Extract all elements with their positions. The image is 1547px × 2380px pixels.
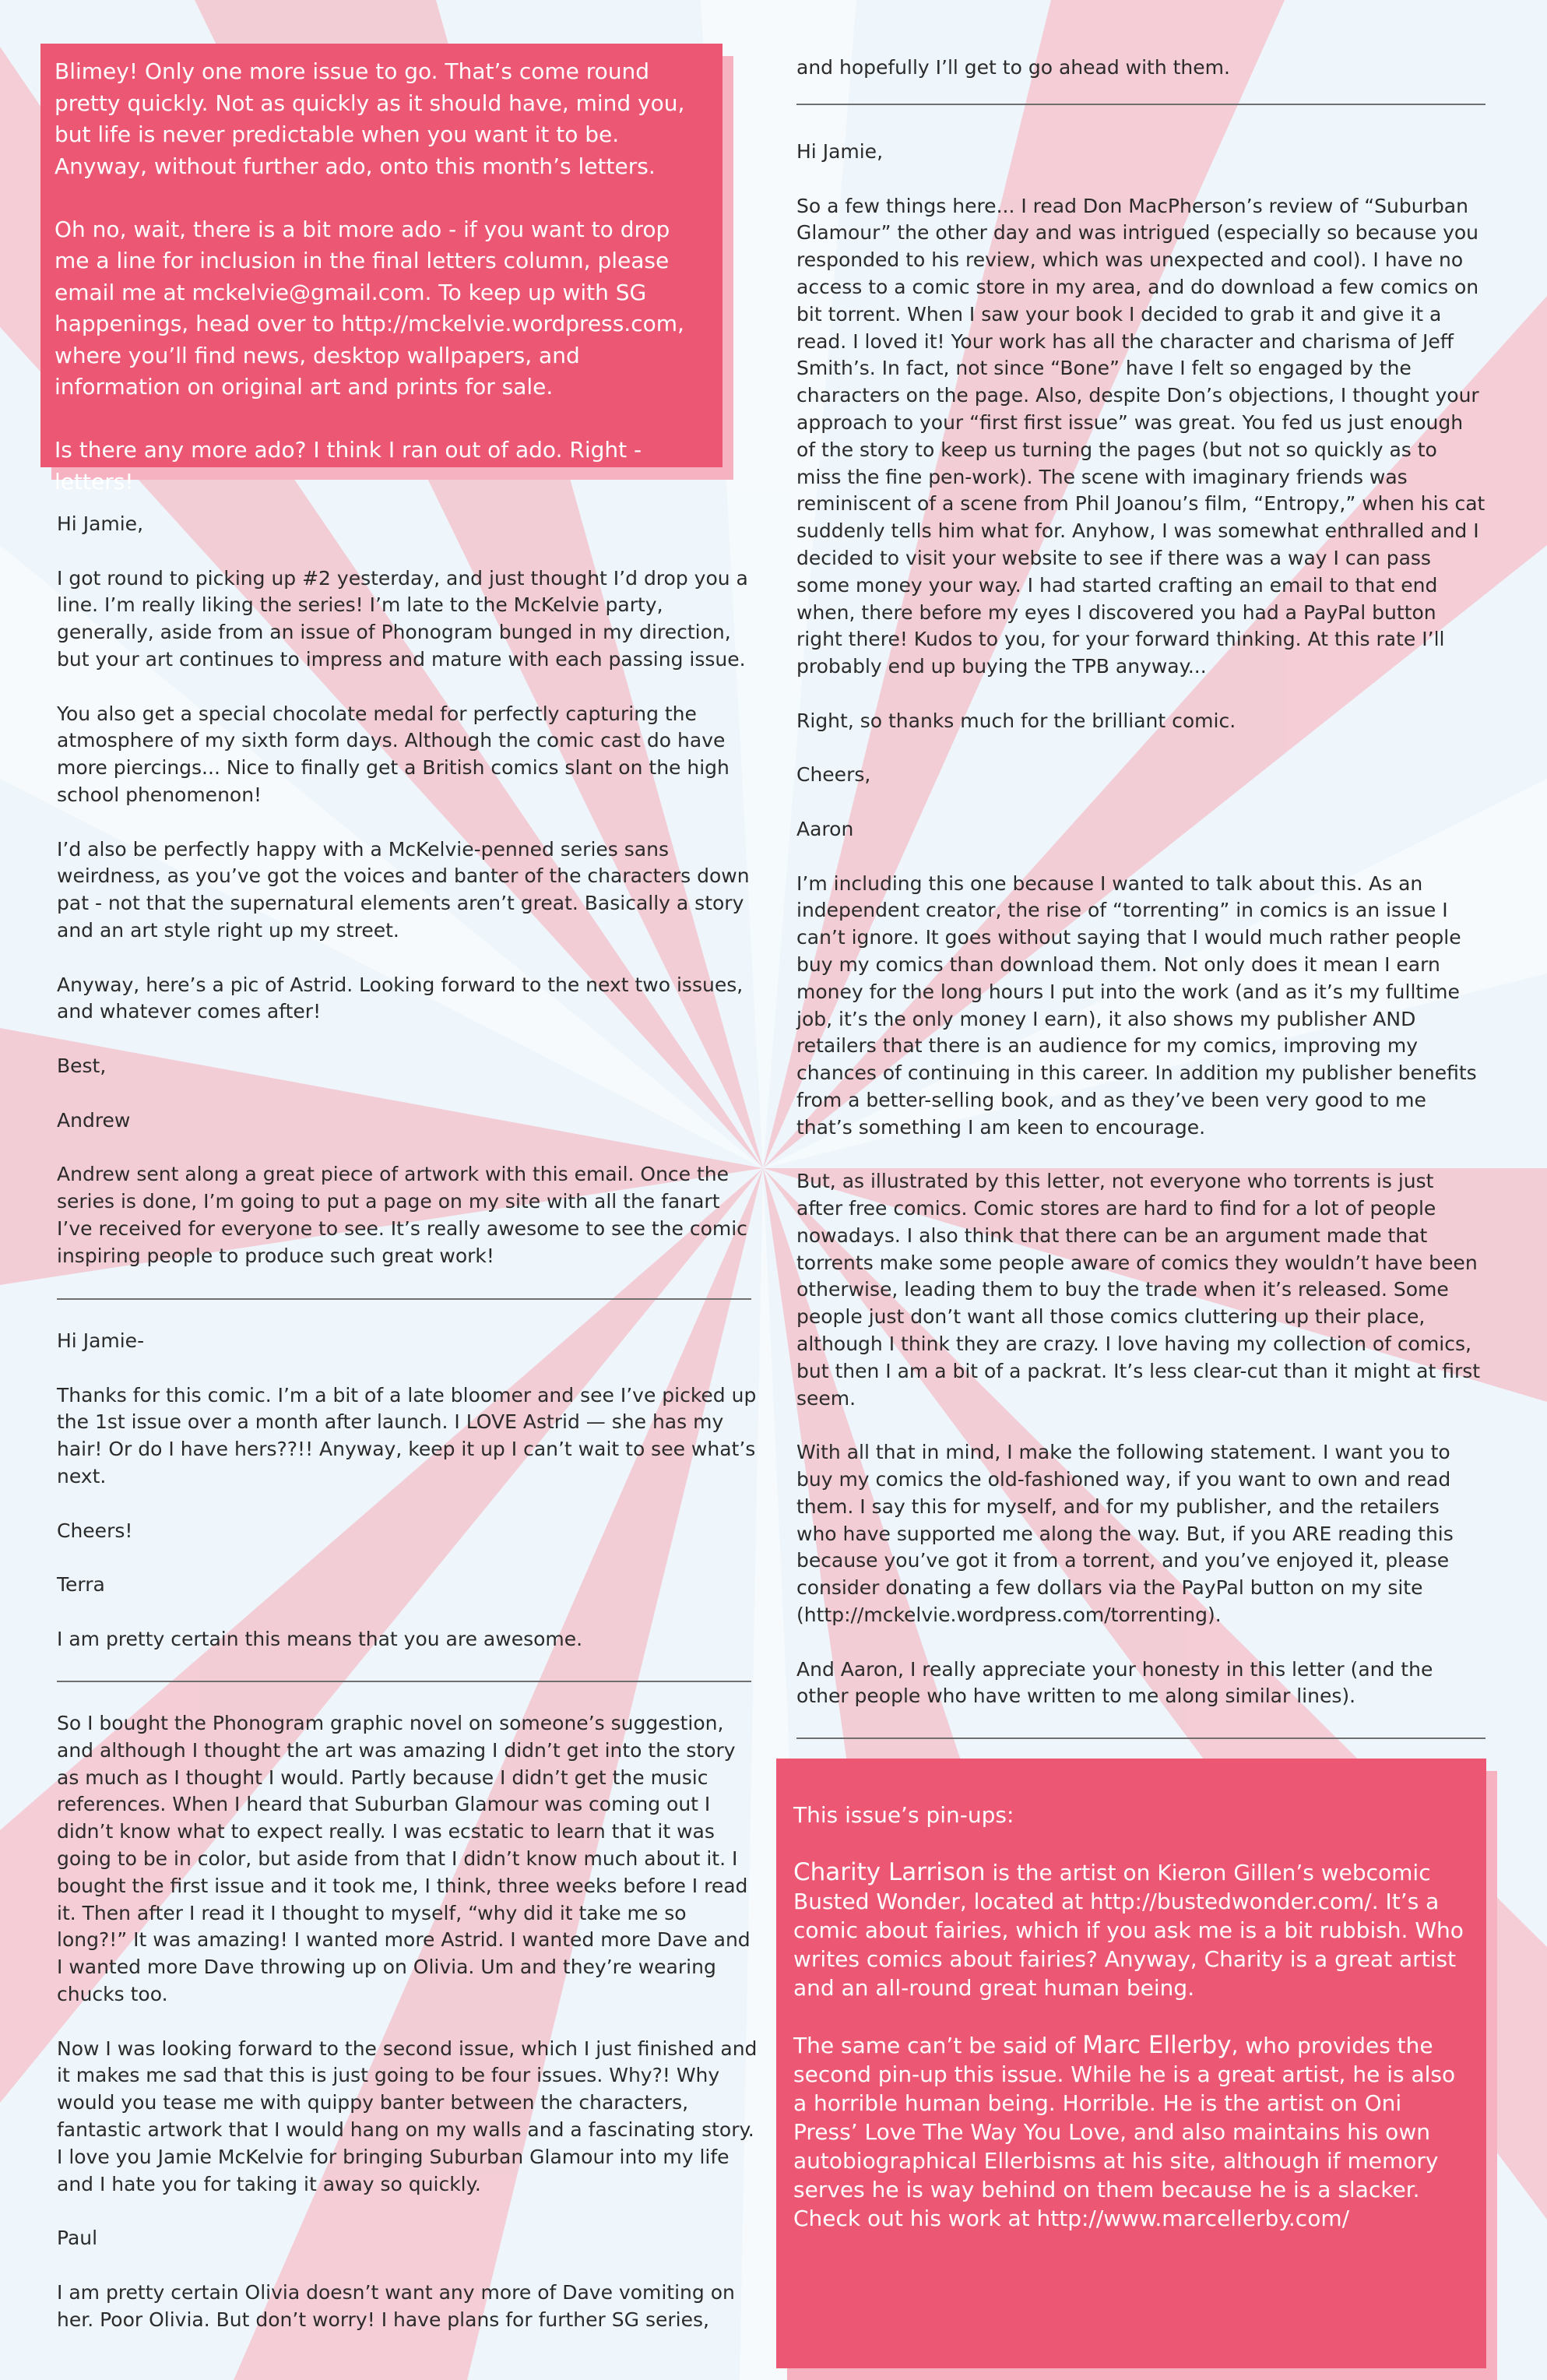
letter-paragraph: I got round to picking up #2 yesterday, and just thought I’d drop you a line. I’m really liking the series! I’m late to the McKelvie party, generally, aside from an issue of Phonogram bunged in my direction, but your art continues to impress and mature with each passing issue. [57, 566, 748, 671]
letter-signoff: Cheers! [57, 1519, 133, 1542]
letter-aaron [796, 139, 1485, 1710]
pinup-text: , who provides the second pin-up this issue. While he is a great artist, he is also a horrible human being. Horrible. He is the artist on Oni Press’ Love The Way You Love, and also maintains his own autobiographical Ellerbisms at his site, although if memory serves he is way behind on them because he is a slacker. Check out his work at http://www.marcellerby.com/ [793, 2033, 1456, 2231]
editor-reply: With all that in mind, I make the following statement. I want you to buy my comics the old-fashioned way, if you want to own and read them. I say this for myself, and for my publisher, and the retailers who have supported me along the way. But, if you ARE reading this because you’ve got it from a torrent, and you’ve enjoyed it, please consider donating a few dollars via the PayPal button on my site (http://mckelvie.wordpress.com/torrenting). [796, 1441, 1454, 1627]
intro-box [40, 44, 723, 495]
pinup-text: is the artist on Kieron Gillen’s webcomic Busted Wonder, located at http://bustedwonder.com/. It’s a comic about fairies, which if you ask me is a bit rubbish. Who writes comics about fairies? Anyway, Charity is a great artist and an all-round great human being. [793, 1860, 1464, 2001]
editor-reply: But, as illustrated by this letter, not everyone who torrents is just after free comics. Comic stores are hard to find for a lot of people nowadays. I also think that there can be an argument made that torrents make some people aware of comics they wouldn’t have been otherwise, leading them to buy the trade when it’s released. Some people just don’t want all those comics cluttering up their place, although I think they are crazy. I love having my collection of comics, but then I am a bit of a packrat. It’s less clear-cut than it might at first seem. [796, 1170, 1481, 1410]
editor-reply: I am pretty certain Olivia doesn’t want any more of Dave vomiting on her. Poor Olivia. But don’t worry! I have plans for further SG series, [57, 2280, 735, 2331]
letter-signature: Andrew [57, 1108, 131, 1132]
divider [796, 1737, 1485, 1739]
artist-name: Charity Larrison [793, 1858, 986, 1886]
letter-greeting: Hi Jamie, [57, 512, 144, 535]
letter-paragraph: So I bought the Phonogram graphic novel on someone’s suggestion, and although I thought the art was amazing I didn’t get into the story as much as I thought I would. Partly because I didn’t get the music references. When I heard that Suburban Glamour was coming out I didn’t know what to expect really. I was ecstatic to learn that it was going to be in color, but aside from that I didn’t know much about it. I bought the first issue and it took me, I think, three weeks before I read it. Then after I read it I thought to myself, “why did it take me so long?!” It was amazing! I wanted more Astrid. I wanted more Dave and I wanted more Dave throwing up on Olivia. Um and they’re wearing chucks too. [57, 1712, 751, 2005]
letter-greeting: Hi Jamie- [57, 1329, 145, 1352]
pinups-box [776, 1759, 1486, 2368]
intro-paragraph: Oh no, wait, there is a bit more ado - if you want to drop me a line for inclusion in the final letters column, please email me at mckelvie@gmail.com. To keep up with SG happenings, head over to http://mckelvie.wordpress.com, where you’ll find news, desktop wallpapers, and information on original art and prints for sale. [54, 216, 684, 400]
letter-signoff: Best, [57, 1054, 107, 1077]
pinup-text: The same can’t be said of [793, 2033, 1083, 2058]
letter-andrew [57, 511, 758, 1269]
editor-reply-continued [796, 55, 1485, 82]
divider [57, 1681, 751, 1682]
pinup-paragraph [793, 2031, 1469, 2233]
letter-terra [57, 1328, 758, 1653]
intro-paragraph: Is there any more ado? I think I ran out of ado. Right - letters! [54, 437, 642, 495]
letter-paragraph: Thanks for this comic. I’m a bit of a late bloomer and see I’ve picked up the 1st issue over a month after launch. I LOVE Astrid — she has my hair! Or do I have hers??!! Anyway, keep it up I can’t wait to see what’s next. [57, 1383, 757, 1488]
editor-reply: And Aaron, I really appreciate your honesty in this letter (and the other people who have written to me along similar lines). [796, 1657, 1433, 1708]
divider [57, 1298, 751, 1300]
pinup-paragraph [793, 1858, 1469, 2002]
letter-paragraph: Right, so thanks much for the brilliant comic. [796, 709, 1236, 732]
letter-signature: Paul [57, 2227, 98, 2250]
letter-greeting: Hi Jamie, [796, 140, 884, 163]
editor-reply: and hopefully I’ll get to go ahead with them. [796, 56, 1230, 79]
letter-paragraph: I’d also be perfectly happy with a McKelvie-penned series sans weirdness, as you’ve got the voices and banter of the characters down pat - not that the supernatural elements aren’t great. Basically a story and an art style right up my street. [57, 837, 750, 942]
pinups-heading: This issue’s pin-ups: [793, 1802, 1014, 1828]
letter-paul [57, 1710, 758, 2333]
editor-reply: Andrew sent along a great piece of artwork with this email. Once the series is done, I’m going to put a page on my site with all the fanart I’ve received for everyone to see. It’s really awesome to see the comic inspiring people to produce such great work! [57, 1163, 747, 1267]
letter-signature: Terra [57, 1573, 105, 1597]
letter-paragraph: You also get a special chocolate medal for perfectly capturing the atmosphere of my sixth form days. Although the comic cast do have more piercings... Nice to finally get a British comics slant on the high school phenomenon! [57, 702, 730, 806]
letter-signature: Aaron [796, 817, 854, 840]
letter-signoff: Cheers, [796, 763, 871, 787]
letter-paragraph: So a few things here... I read Don MacPherson’s review of “Suburban Glamour” the other day and was intrigued (especially so because you responded to his review, which was unexpected and cool). I have no access to a comic store in my area, and do download a few comics on bit torrent. When I saw your book I decided to grab it and give it a read. I loved it! Your work has all the character and charisma of Jeff Smith’s. In fact, not since “Bone” have I felt so engaged by the characters on the page. Also, despite Don’s objections, I thought your approach to your “first first issue” was great. You fed us just enough of the story to keep us turning the pages (but not so quickly as to miss the fine pen-work). The scene with imaginary friends was reminiscent of a scene from Phil Joanou’s film, “Entropy,” when his cat suddenly tells him what for. Anyhow, I was somewhat enthralled and I decided to visit your website to see if there was a way I can pass some money your way. I had started crafting an email to that end when, there before my eyes I discovered you had a PayPal button right there! Kudos to you, for your forward thinking. At this rate I’ll probably end up buying the TPB anyway... [796, 194, 1485, 678]
editor-reply: I am pretty certain this means that you are awesome. [57, 1627, 583, 1650]
editor-reply: I’m including this one because I wanted to talk about this. As an independent creator, the rise of “torrenting” in comics is an issue I can’t ignore. It goes without saying that I would much rather people buy my comics than download them. Not only does it mean I earn money for the long hours I put into the work (and as it’s my fulltime job, it’s the only money I earn), it also shows my publisher AND retailers that there is an audience for my comics, improving my chances of continuing in this career. In addition my publisher benefits from a better-selling book, and as they’ve been very good to me that’s something I am keen to encourage. [796, 871, 1477, 1139]
letter-paragraph: Anyway, here’s a pic of Astrid. Looking forward to the next two issues, and whatever comes after! [57, 973, 744, 1023]
divider [796, 104, 1485, 105]
letter-paragraph: Now I was looking forward to the second issue, which I just finished and it makes me sad that this is just going to be four issues. Why?! Why would you tease me with quippy banter between the characters, fantastic artwork that I would hang on my walls and a fascinating story. I love you Jamie McKelvie for bringing Suburban Glamour into my life and I hate you for taking it away so quickly. [57, 2037, 758, 2195]
artist-name: Marc Ellerby [1082, 2031, 1232, 2059]
intro-paragraph: Blimey! Only one more issue to go. That’s come round pretty quickly. Not as quickly as it should have, mind you, but life is never predictable when you want it to be. Anyway, without further ado, onto this month’s letters. [54, 58, 685, 179]
